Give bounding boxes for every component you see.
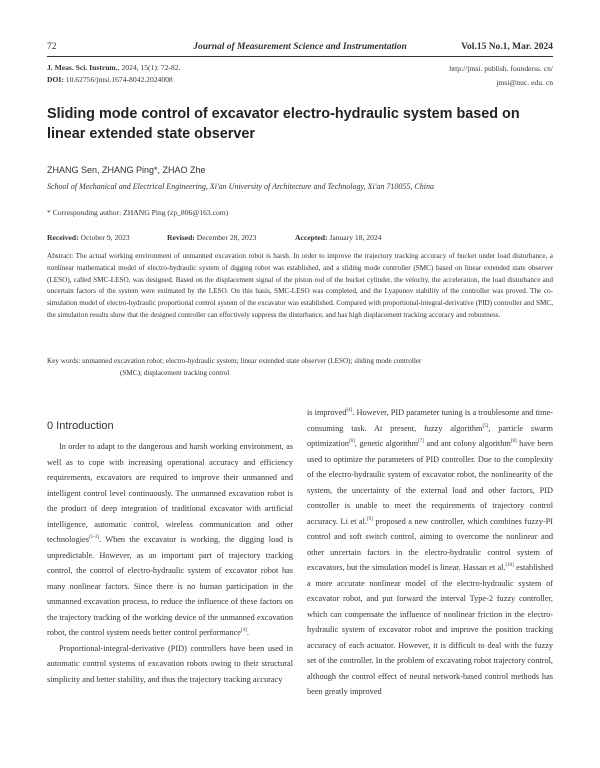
journal-name: Journal of Measurement Science and Instrumentation <box>193 42 407 52</box>
revised-value: December 28, 2023 <box>194 233 257 242</box>
accepted-label: Accepted: <box>295 233 328 242</box>
text-run: . However, PID parameter tuning is a troublesome and time-consuming task. At present, fuzzy algorithm <box>307 408 553 433</box>
intro-paragraph-2: Proportional-integral-derivative (PID) controllers have been used in automatic control systems of excavation robots owing to their structural simplicity and better stability, and thus the trajectory tracking accuracy <box>47 643 293 684</box>
doi-line <box>47 74 181 86</box>
received-label: Received: <box>47 233 79 242</box>
header-rule <box>47 56 553 57</box>
citation: , 2024, 15(1): 72-82. <box>117 63 181 72</box>
citation-block <box>47 62 181 86</box>
journal-url[interactable]: http://jmsi. publish. founderss. cn/ <box>449 64 553 73</box>
citation-ref[interactable]: [10] <box>505 563 514 569</box>
volume-info: Vol.15 No.1, Mar. 2024 <box>461 42 553 52</box>
keywords-line-1: Key words: unmanned excavation robot; electro-hydraulic system; linear extended state observer (LESO); sliding mode controller <box>47 357 422 365</box>
text-run: have been used to optimize the parameters of PID controller. Due to the complexity of the electro-hydraulic system of excavator robot, the nonlinearity of the system, the uncertainty of the external load and other factors, PID controller is unable to meet the requirements of trajectory control accuracy. Li et al. <box>307 439 553 526</box>
text-run: proposed a new controller, which combines fuzzy-PI control and soft switch control, aiming to overcome the nonlinear and other uncertain factors in the electro-hydraulic control system of excavators, but the simulation model is linear. Hassan et al. <box>307 516 553 572</box>
text-run: is improved <box>307 408 347 417</box>
citation-ref[interactable]: [4] <box>346 408 353 414</box>
accepted-value: January 18, 2024 <box>327 233 382 242</box>
citation-ref[interactable]: [9] <box>366 516 373 522</box>
keywords <box>47 356 553 380</box>
received-value: October 9, 2023 <box>78 233 130 242</box>
text-run: , particle swarm optimization <box>307 423 554 448</box>
text-run: and ant colony algorithm <box>423 439 511 448</box>
text-run: . <box>246 628 249 637</box>
received-date <box>47 233 130 242</box>
section-title: 0 Introduction <box>47 420 114 432</box>
citation-ref[interactable]: [5] <box>482 423 489 429</box>
citation-label: J. Meas. Sci. Instrum. <box>47 63 118 72</box>
keywords-line-2: (SMC); displacement tracking control <box>120 368 230 377</box>
abstract <box>47 251 553 322</box>
accepted-date <box>295 233 381 242</box>
journal-contact <box>449 62 553 90</box>
doi-label: DOI: <box>47 75 64 84</box>
left-column <box>47 405 293 687</box>
citation-ref[interactable]: [8] <box>510 439 517 445</box>
citation-ref[interactable]: [4] <box>241 628 247 634</box>
paper-title: Sliding mode control of excavator electro-hydraulic system based on linear extended state observer <box>47 106 520 142</box>
journal-email[interactable]: jmsi@nuc. edu. cn <box>496 78 553 87</box>
intro-paragraph-3 <box>307 405 553 700</box>
citation-ref[interactable]: [7] <box>418 439 424 445</box>
authors: ZHANG Sen, ZHANG Ping*, ZHAO Zhe <box>47 165 206 175</box>
revised-label: Revised: <box>167 233 195 242</box>
text-run: , genetic algorithm <box>354 439 419 448</box>
abstract-text: Abstract: The actual working environment of unmanned excavation robot is harsh. In order to improve the trajectory tracking accuracy of bucket under load disturbance, a nonlinear mathematical model of electro-hydraulic system of digging robot was established, and a sliding mode controller (SMC) based on linear extended state observer (LESO), called SMC-LESO, was designed. Based on the displacement signal of the piston rod of the bucket cylinder, the velocity, the acceleration, the load disturbance and uncertain factors of the system were estimated by the LESO. On this basis, SMC-LESO was completed, and the Lyapunov stability of the controller was proved. The co-simulation model of electro-hydraulic proportional control system of the excavator was established. Compared with proportional-integral-derivative (PID) controller and SMC, the simulation results show that the designed controller can effectively suppress the disturbance, and has high displacement tracking accuracy and robustness. <box>47 252 553 319</box>
running-header <box>47 42 553 56</box>
text-run: . When the excavator is working, the digging load is unpredictable. However, as an important part of trajectory tracking control, the control of electro-hydraulic system of excavator robot has many nonlinear factors. Since there is no human participation in the unmanned excavation process, to reduce the influence of these factors on the trajectory tracking of the working device of the unmanned excavation robot, the control system needs better control performance <box>47 535 293 637</box>
affiliation: School of Mechanical and Electrical Engineering, Xi'an University of Architecture and Technology, Xi'an 710055, China <box>47 182 434 191</box>
intro-paragraph-1 <box>47 439 293 641</box>
citation-ref[interactable]: [6] <box>348 439 355 445</box>
right-column <box>307 405 553 700</box>
text-run: established a more accurate nonlinear model of the electro-hydraulic system of excavator robot, and put forward the interval Type-2 fuzzy controller, which can compensate the influence of nonlinear friction in the electro-hydraulic system of excavator robot and improve the position tracking accuracy of each actuator. However, it is difficult to deal with the fuzzy set of the controller. In the problem of excavating robot trajectory control, although the control effect of neural network-based control methods has been greatly improved <box>307 563 553 696</box>
revised-date <box>167 233 256 242</box>
citation-line <box>47 62 181 74</box>
text-run: In order to adapt to the dangerous and harsh working environment, as well as to cope with increasing operational accuracy and efficiency requirements, excavators are required to improve their unmanned and intelligent control level continuously. The unmanned excavation robot is the product of deep integration of traditional excavator with artificial intelligence, automatic control, wireless communication and other technologies <box>47 442 293 544</box>
page-number: 72 <box>47 42 57 52</box>
corresponding-author: * Corresponding author: ZHANG Ping (zp_806@163.com) <box>47 208 229 217</box>
doi: 10.62756/jmsi.1674-8042.2024008 <box>63 75 173 84</box>
citation-ref[interactable]: [1-3] <box>88 535 99 541</box>
